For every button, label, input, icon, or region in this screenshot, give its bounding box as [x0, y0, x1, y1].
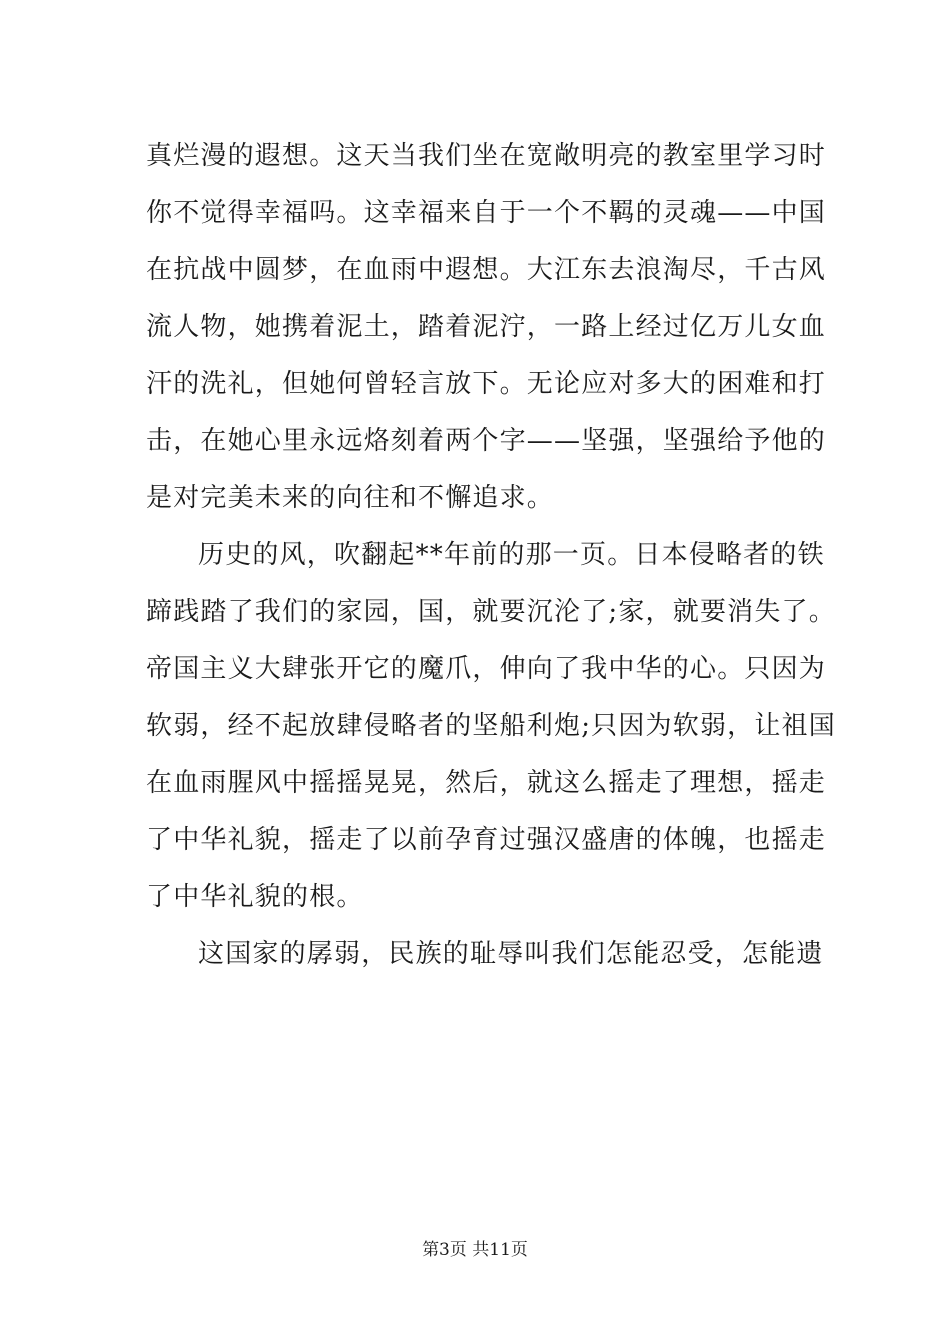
text-line: 历史的风，吹翻起**年前的那一页。日本侵略者的铁 [198, 540, 825, 570]
text-line: 了中华礼貌的根。 [146, 882, 364, 912]
text-line: 你不觉得幸福吗。这幸福来自于一个不羁的灵魂——中国 [146, 198, 827, 228]
page-footer: 第3页 共11页 [422, 1240, 528, 1260]
text-line: 帝国主义大肆张开它的魔爪，伸向了我中华的心。只因为 [146, 654, 827, 684]
text-line: 软弱，经不起放肆侵略者的坚船利炮;只因为软弱，让祖国 [146, 711, 836, 741]
text-line: 击，在她心里永远烙刻着两个字——坚强，坚强给予他的 [146, 426, 827, 456]
text-line: 流人物，她携着泥土，踏着泥泞，一路上经过亿万儿女血 [146, 312, 827, 342]
text-line: 这国家的孱弱，民族的耻辱叫我们怎能忍受，怎能遗 [198, 939, 824, 969]
text-line: 真烂漫的遐想。这天当我们坐在宽敞明亮的教室里学习时 [146, 141, 827, 171]
document-body [146, 128, 836, 983]
text-line: 是对完美未来的向往和不懈追求。 [146, 483, 555, 513]
text-line: 蹄践踏了我们的家园，国，就要沉沦了;家，就要消失了。 [146, 597, 836, 627]
text-line: 了中华礼貌，摇走了以前孕育过强汉盛唐的体魄，也摇走 [146, 825, 827, 855]
text-line: 在血雨腥风中摇摇晃晃，然后，就这么摇走了理想，摇走 [146, 768, 827, 798]
text-line: 在抗战中圆梦，在血雨中遐想。大江东去浪淘尽，千古风 [146, 255, 827, 285]
text-line: 汗的洗礼，但她何曾轻言放下。无论应对多大的困难和打 [146, 369, 827, 399]
